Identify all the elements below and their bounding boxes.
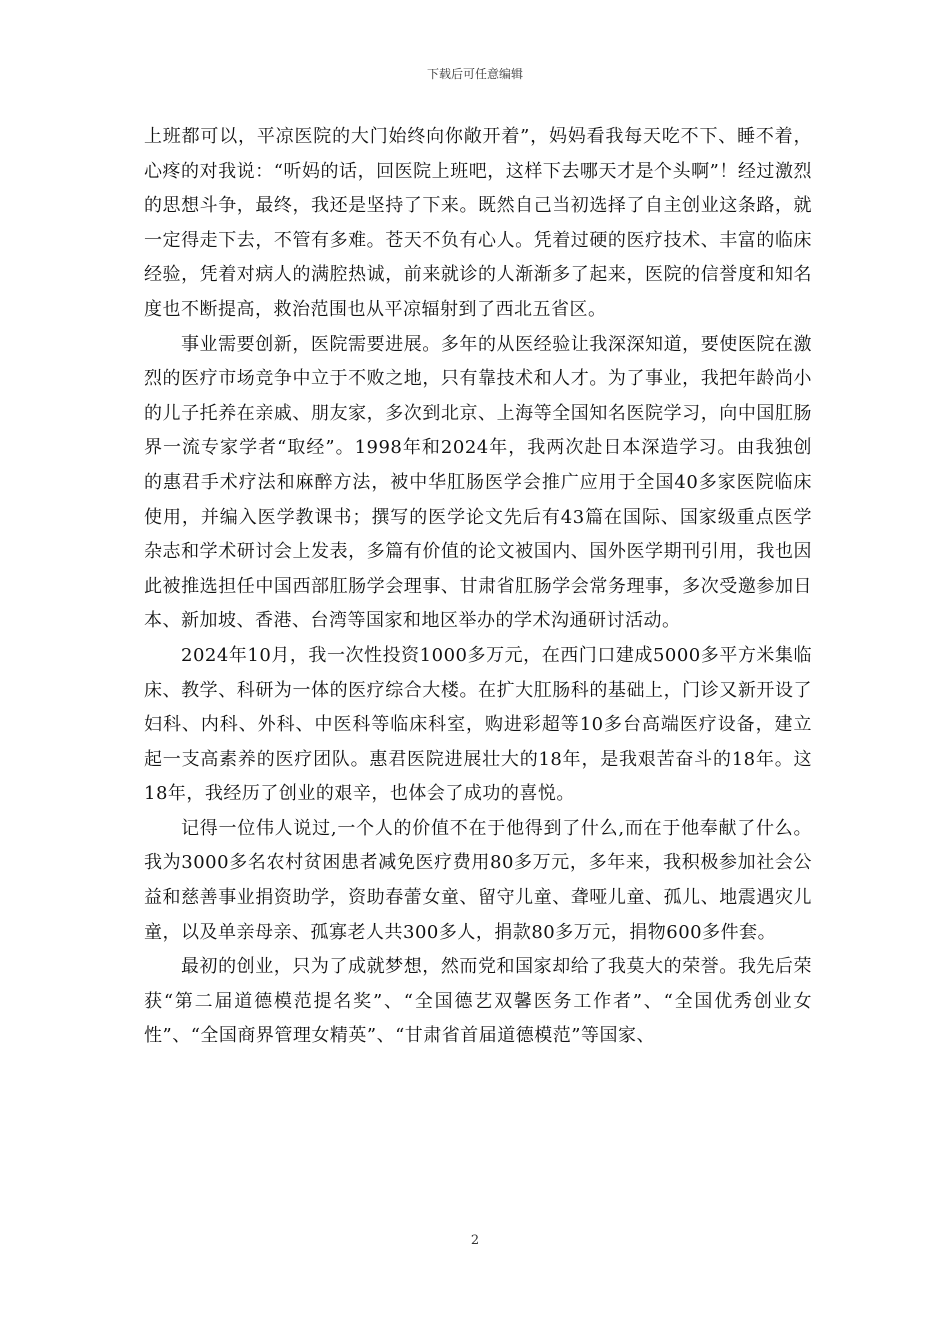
page-number: 2 <box>470 1233 480 1248</box>
page-header: 下载后可任意编辑 <box>426 67 523 81</box>
paragraph-innovation: 事业需要创新，医院需要进展。多年的从医经验让我深深知道，要使医院在激烈的医疗市场竞争中立于不败之地，只有靠技术和人才。为了事业，我把年龄尚小的儿子托养在亲戚、朋友家，多次到北京、上海等全国知名医院学习，向中国肛肠界一流专家学者“取经”。1998年和2024年，我两次赴日本深造学习。由我独创的惠君手术疗法和麻醉方法，被中华肛肠医学会推广应用于全国40多家医院临床使用，并编入医学教课书；撰写的医学论文先后有43篇在国际、国家级重点医学杂志和学术研讨会上发表，多篇有价值的论文被国内、国外医学期刊引用，我也因此被推选担任中国西部肛肠学会理事、甘肃省肛肠学会常务理事，多次受邀参加日本、新加坡、香港、台湾等国家和地区举办的学术沟通研讨活动。 <box>144 333 812 632</box>
paragraph-investment: 2024年10月，我一次性投资1000多万元，在西门口建成5000多平方米集临床、教学、科研为一体的医疗综合大楼。在扩大肛肠科的基础上，门诊又新开设了妇科、内科、外科、中医科等临床科室，购进彩超等10多台高端医疗设备，建立起一支高素养的医疗团队。惠君医院进展壮大的18年，是我艰苦奋斗的18年。这18年，我经历了创业的艰辛，也体会了成功的喜悦。 <box>144 644 812 805</box>
paragraph-charity: 记得一位伟人说过,一个人的价值不在于他得到了什么,而在于他奉献了什么。我为3000多名农村贫困患者减免医疗费用80多万元，多年来，我积极参加社会公益和慈善事业捐资助学，资助春蕾女童、留守儿童、聋哑儿童、孤儿、地震遇灾儿童，以及单亲母亲、孤寡老人共300多人，捐款80多万元，捐物600多件套。 <box>144 817 812 943</box>
paragraph-continuation: 上班都可以，平凉医院的大门始终向你敞开着”，妈妈看我每天吃不下、睡不着，心疼的对我说：“听妈的话，回医院上班吧，这样下去哪天才是个头啊”！经过激烈的思想斗争，最终，我还是坚持了下来。既然自己当初选择了自主创业这条路，就一定得走下去，不管有多难。苍天不负有心人。凭着过硬的医疗技术、丰富的临床经验，凭着对病人的满腔热诚，前来就诊的人渐渐多了起来，医院的信誉度和知名度也不断提高，救治范围也从平凉辐射到了西北五省区。 <box>144 126 812 320</box>
document-body <box>144 120 812 1054</box>
paragraph-honors: 最初的创业，只为了成就梦想，然而党和国家却给了我莫大的荣誉。我先后荣获“第二届道德模范提名奖”、“全国德艺双馨医务工作者”、“全国优秀创业女性”、“全国商界管理女精英”、“甘肃省首届道德模范”等国家、 <box>144 956 812 1047</box>
